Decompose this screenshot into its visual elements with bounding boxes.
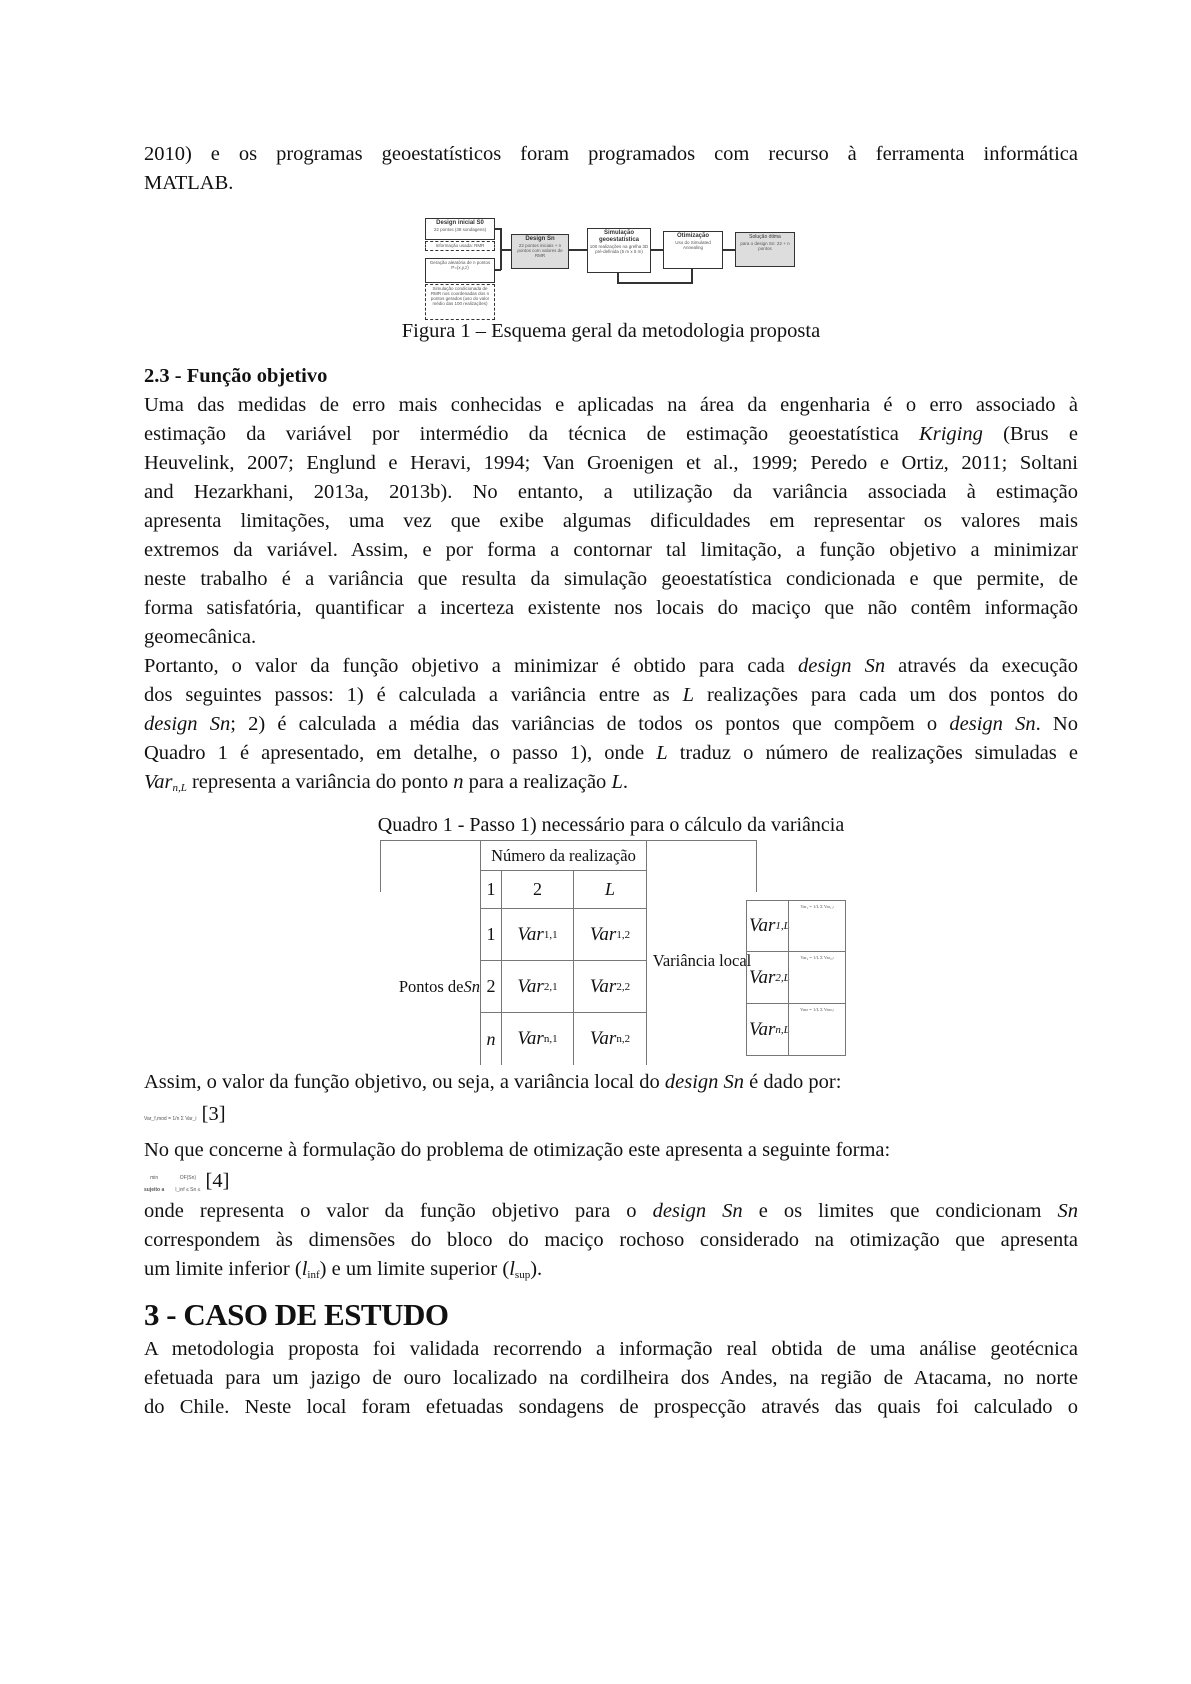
local-var-formula: Var₂ = 1/L Σ Var₂,ₗ [788, 952, 846, 1004]
section-2-3 [144, 362, 1078, 803]
box-body: Uso do Simulated Annealing [675, 240, 711, 250]
text-line: dos seguintes passos: 1) é calculada a variância entre as L realizações para cada um dos pontos do [144, 684, 1078, 706]
box-optimization [663, 231, 723, 269]
box-body: 22 pontos (38 sondagens) [433, 227, 487, 232]
var-cell: Var n,1 [501, 1013, 573, 1065]
local-var-cell: Var n,L [746, 1004, 788, 1056]
eq-of: OF(Sn) [179, 1175, 197, 1182]
paragraph-2 [144, 652, 1078, 803]
text-line: Portanto, o valor da função objetivo a minimizar é obtido para cada design Sn através da execução [144, 655, 1078, 677]
equation-4-constraint [175, 1170, 200, 1194]
box-body: Informação usada: RMR [435, 243, 485, 248]
table-border [647, 840, 757, 892]
box-title: Geração aleatória de n pontos [429, 260, 491, 265]
loop-line [617, 282, 693, 284]
eq-subject: sujeito a [144, 1187, 165, 1194]
intro-line-2: MATLAB. [144, 172, 234, 194]
loop-line [691, 269, 693, 283]
section-heading: 2.3 - Função objetivo [144, 365, 328, 387]
var-cell: Var 1,1 [501, 909, 573, 961]
arrow-line [651, 249, 663, 251]
point-cell: 2 [480, 961, 501, 1013]
local-var-cell: Var 2,L [746, 952, 788, 1004]
box-info-rmr [425, 241, 495, 251]
box-title: Simulação geoestatística [598, 230, 640, 243]
point-cell: n [480, 1013, 501, 1065]
paragraph-1 [144, 391, 1078, 652]
text-line: onde representa o valor da função objetivo para o design Sn e os limites que condicionam Sn [144, 1200, 1078, 1222]
point-cell: 1 [480, 909, 501, 961]
text-line: and Hezarkhani, 2013a, 2013b). No entanto, a utilização da variância associada à estimação [144, 481, 1078, 503]
box-title: Otimização [676, 233, 709, 239]
text-line: No que concerne à formulação do problema de otimização este apresenta a seguinte forma: [144, 1139, 891, 1161]
intro-paragraph [144, 140, 1078, 198]
box-design-initial [425, 218, 495, 240]
text-line: A metodologia proposta foi validada recorrendo a informação real obtida de uma análise geotécnica [144, 1338, 1078, 1360]
text-line: efetuada para um jazigo de ouro localizado na cordilheira dos Andes, na região de Atacama, no norte [144, 1367, 1078, 1389]
section-3 [144, 1295, 1078, 1422]
text-line: Assim, o valor da função objetivo, ou seja, a variância local do design Sn é dado por: [144, 1071, 842, 1093]
box-body: 100 realizações na grelha 3D pré-definida (5 m x 5 m) [589, 244, 649, 254]
arrow-line [569, 249, 587, 251]
box-title: Design Sn [525, 236, 555, 242]
row-group-label: Pontos de Sn [398, 977, 480, 996]
var-cell: Var 2,1 [501, 961, 573, 1013]
local-variance-label: Variância local [652, 951, 752, 970]
box-body: Simulação condicionada de RMR nos coordenadas dos n pontos gerados (uso do valor médio das 100 realizações) [430, 286, 490, 306]
box-body: P=(x,y,z) [451, 265, 469, 270]
text-line: neste trabalho é a variância que resulta da simulação geoestatística condicionada e que permite, de [144, 568, 1078, 590]
equation-3 [144, 1097, 1078, 1136]
equation-3-formula: Var_f,mod = 1/n Σ Var_i [144, 1116, 197, 1122]
text-line: design Sn; 2) é calculada a média das variâncias de todos os pontos que compõem o design Sn. No [144, 713, 1078, 735]
box-design-sn [511, 234, 569, 269]
text-line: Heuvelink, 2007; Englund e Heravi, 1994; Van Groenigen et al., 1999; Peredo e Ortiz, 2011; Soltani [144, 452, 1078, 474]
var-cell: Var 1,2 [573, 909, 647, 961]
var-cell: Var 2,2 [573, 961, 647, 1013]
box-optimal-solution [735, 232, 795, 267]
local-var-formula: Varₙ = 1/L Σ Varₙ,ₗ [788, 1004, 846, 1056]
equation-4-label: [4] [205, 1170, 230, 1192]
text-line: Quadro 1 é apresentado, em detalhe, o passo 1), onde L traduz o número de realizações simuladas e [144, 742, 1078, 764]
arrow-line [723, 249, 735, 251]
box-title: Design inicial S0 [436, 220, 484, 226]
text-line: um limite inferior $(l_{inf})$ e um limite superior $(l_{sup})$. [144, 1258, 543, 1281]
text-line: forma satisfatória, quantificar a incerteza existente nos locais do maciço que não contêm informação [144, 597, 1078, 619]
box-simulation [587, 228, 651, 273]
intro-line-1: 2010) e os programas geoestatísticos foram programados com recurso à ferramenta informática [144, 143, 1078, 165]
bracket-line [495, 269, 501, 271]
arrow-line [501, 249, 511, 251]
eq-constraint: l_inf ≤ Sn ≤ [175, 1187, 201, 1194]
text-line: Var$_{n,L}$ representa a variância do ponto n para a realização L. [144, 771, 628, 794]
column-label: 1 [480, 871, 501, 909]
var-cell: Var n,2 [573, 1013, 647, 1065]
table-header: Número da realização [480, 840, 647, 871]
loop-line [617, 273, 619, 283]
local-var-cell: Var 1,L [746, 900, 788, 952]
after-table-section [144, 1068, 1078, 1290]
quadro-1-caption: Quadro 1 - Passo 1) necessário para o cálculo da variância [377, 814, 845, 836]
local-var-formula: Var₁ = 1/L Σ Var₁,ₗ [788, 900, 846, 952]
equation-3-label: [3] [201, 1103, 226, 1125]
text-line: correspondem às dimensões do bloco do maciço rochoso considerado na otimização que apresenta [144, 1229, 1078, 1251]
equation-4 [144, 1165, 1078, 1197]
box-random-generation [425, 258, 495, 283]
box-body: 22 pontos iniciais + n pontos com valores de RMR [517, 243, 563, 258]
eq-min: min [150, 1175, 159, 1182]
box-conditional-simulation [425, 284, 495, 320]
text-line: estimação da variável por intermédio da técnica de estimação geoestatística Kriging (Brus e [144, 423, 1078, 445]
box-title: Solução ótima [749, 234, 781, 240]
text-line: extremos da variável. Assim, e por forma a contornar tal limitação, a função objetivo a minimizar [144, 539, 1078, 561]
section-heading: 3 - CASO DE ESTUDO [144, 1297, 449, 1332]
text-line: Uma das medidas de erro mais conhecidas e aplicadas na área da engenharia é o erro associado à [144, 394, 1078, 416]
column-label: L [573, 871, 647, 909]
box-body: para o design Sn: 22 + n pontos [740, 241, 790, 251]
figure-1-flowchart [425, 218, 815, 320]
column-label: 2 [501, 871, 573, 909]
equation-4-formula [144, 1170, 164, 1194]
text-line: do Chile. Neste local foram efetuadas sondagens de prospecção através das quais foi calculado o [144, 1396, 1078, 1418]
figure-1-caption: Figura 1 – Esquema geral da metodologia proposta [401, 320, 821, 342]
text-line: apresenta limitações, uma vez que exibe algumas dificuldades em representar os valores mais [144, 510, 1078, 532]
table-border [380, 840, 480, 892]
text-line: geomecânica. [144, 626, 257, 648]
